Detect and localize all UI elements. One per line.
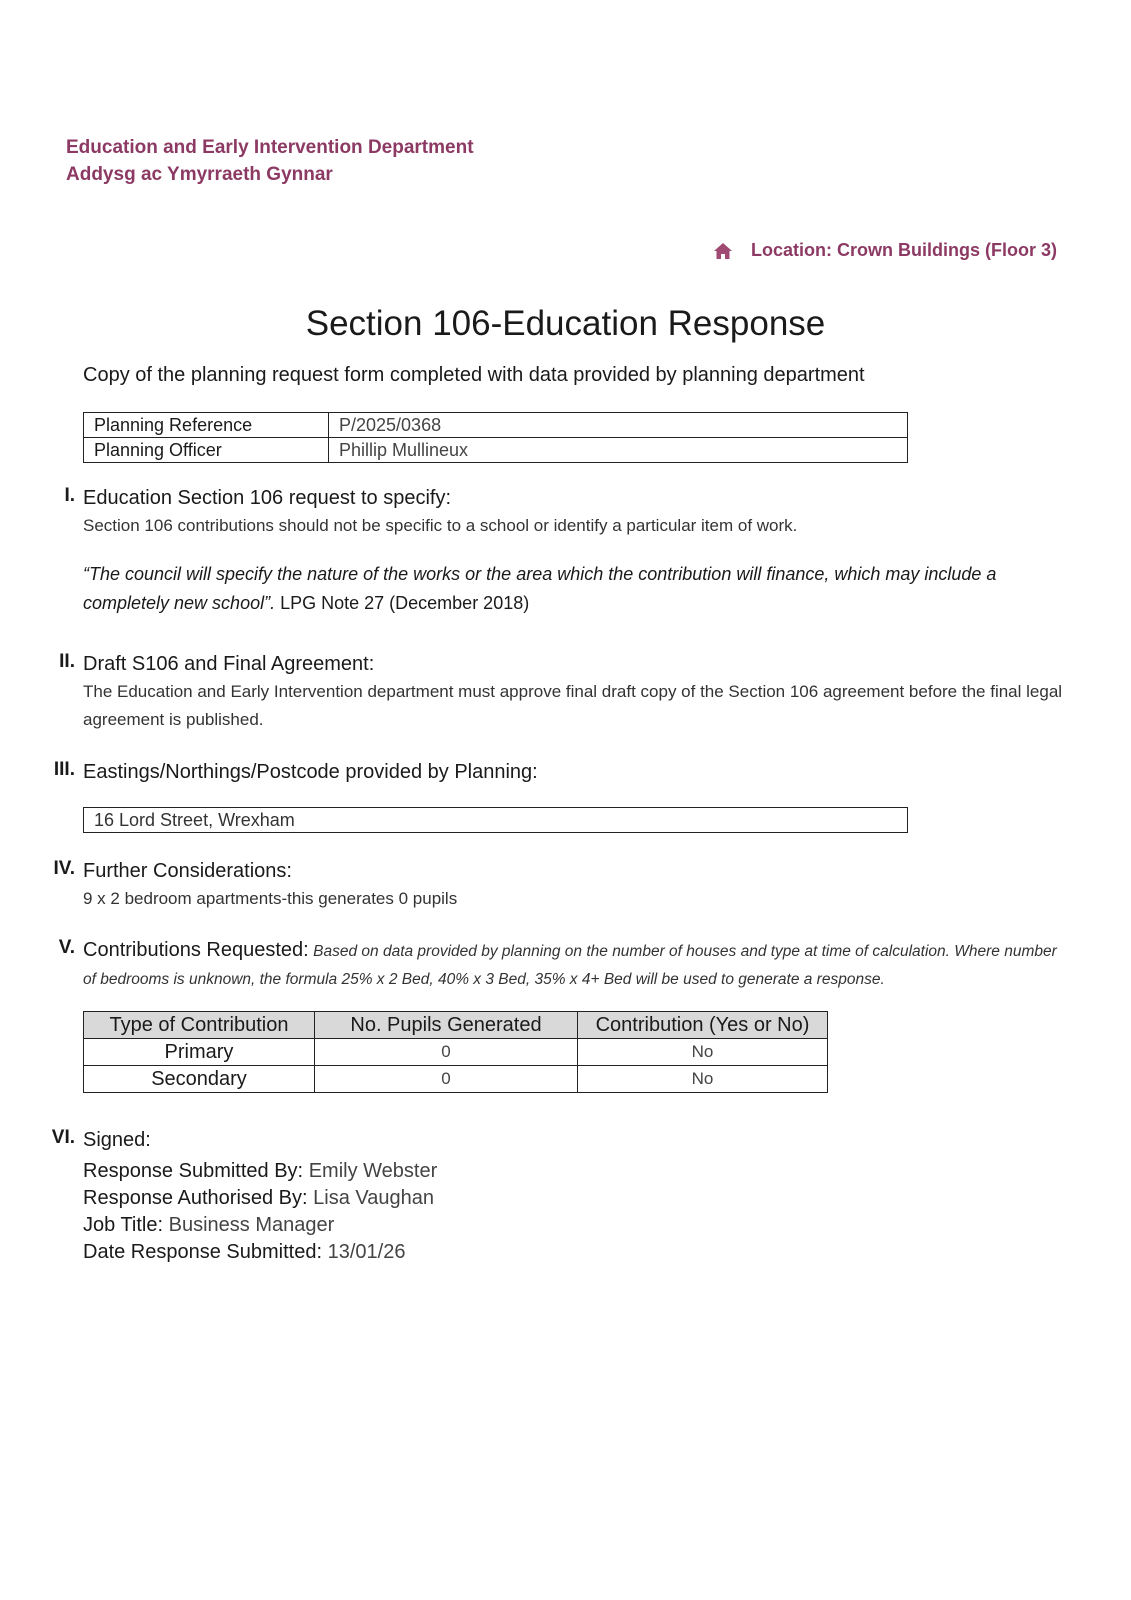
table-header-row: [84, 1012, 828, 1039]
pupils-generated: 0: [315, 1066, 578, 1093]
section-3: [53, 758, 1063, 786]
section-6: [51, 1126, 1063, 1266]
section-5: [58, 936, 1063, 994]
planning-officer-label: Planning Officer: [84, 438, 329, 463]
section-number: III.: [53, 759, 75, 780]
submitted-by-line: [83, 1158, 1063, 1185]
date-value: 13/01/26: [327, 1241, 406, 1263]
department-header: [66, 134, 474, 188]
table-row: [84, 1039, 828, 1066]
section-note: Based on data provided by planning on the number of houses and type at time of calculation. Where number of bedrooms is unknown, the formula 25% x 2 Bed, 40% x 3 Bed, 35% x 4+ Bed will be used to generate a response.: [83, 943, 1057, 988]
page-subtitle: Copy of the planning request form completed with data provided by planning department: [83, 364, 865, 386]
column-header: Contribution (Yes or No): [578, 1012, 828, 1039]
section-heading-line: [83, 936, 1063, 994]
pupils-generated: 0: [315, 1039, 578, 1066]
address-box: 16 Lord Street, Wrexham: [83, 807, 908, 833]
submitted-by-label: Response Submitted By:: [83, 1160, 304, 1182]
table-row: [84, 1066, 828, 1093]
date-label: Date Response Submitted:: [83, 1241, 323, 1263]
location-text: Location: Crown Buildings (Floor 3): [751, 240, 1057, 260]
planning-info-table: [83, 412, 908, 463]
column-header: Type of Contribution: [84, 1012, 315, 1039]
job-title-line: [83, 1212, 1063, 1239]
section-heading: Education Section 106 request to specify:: [83, 487, 452, 509]
section-heading: Eastings/Northings/Postcode provided by Planning:: [83, 761, 538, 783]
submitted-by-value: Emily Webster: [308, 1160, 438, 1182]
section-1: [64, 484, 1063, 618]
section-2: [59, 650, 1063, 734]
section-4: [53, 857, 1063, 913]
job-title-label: Job Title:: [83, 1214, 164, 1236]
table-row: [84, 438, 908, 463]
table-row: [84, 413, 908, 438]
column-header: No. Pupils Generated: [315, 1012, 578, 1039]
section-heading: Further Considerations:: [83, 860, 292, 882]
contribution-type: Primary: [84, 1039, 315, 1066]
section-number: I.: [64, 485, 75, 506]
contribution-yes-no: No: [578, 1039, 828, 1066]
authorised-by-value: Lisa Vaughan: [313, 1187, 434, 1209]
section-number: VI.: [51, 1127, 75, 1148]
planning-officer-value: Phillip Mullineux: [329, 438, 908, 463]
section-number: V.: [58, 937, 75, 958]
authorised-by-line: [83, 1185, 1063, 1212]
section-number: IV.: [53, 858, 75, 879]
section-body: The Education and Early Intervention department must approve final draft copy of the Section 106 agreement before the final legal agreement is published.: [83, 682, 1063, 729]
contribution-type: Secondary: [84, 1066, 315, 1093]
section-body: Section 106 contributions should not be specific to a school or identify a particular item of work.: [83, 516, 798, 535]
location-line: [713, 240, 1057, 261]
section-heading: Contributions Requested:: [83, 939, 309, 961]
date-line: [83, 1239, 1063, 1266]
home-icon: [713, 242, 733, 260]
quote-text: “The council will specify the nature of the works or the area which the contribution will finance, which may include a completely new school”.: [83, 564, 997, 613]
section-body: 9 x 2 bedroom apartments-this generates 0 pupils: [83, 889, 458, 908]
authorised-by-label: Response Authorised By:: [83, 1187, 308, 1209]
planning-reference-label: Planning Reference: [84, 413, 329, 438]
department-name-en: Education and Early Intervention Department: [66, 137, 474, 158]
department-name-cy: Addysg ac Ymyrraeth Gynnar: [66, 164, 333, 185]
contribution-yes-no: No: [578, 1066, 828, 1093]
section-heading: Draft S106 and Final Agreement:: [83, 653, 375, 675]
job-title-value: Business Manager: [168, 1214, 335, 1236]
contributions-table: [83, 1011, 828, 1093]
page-title: Section 106-Education Response: [305, 304, 826, 343]
quote-reference: LPG Note 27 (December 2018): [275, 593, 530, 613]
section-heading: Signed:: [83, 1129, 151, 1151]
planning-reference-value: P/2025/0368: [329, 413, 908, 438]
signature-block: [83, 1158, 1063, 1266]
section-quote: [83, 560, 1063, 618]
section-number: II.: [59, 651, 75, 672]
